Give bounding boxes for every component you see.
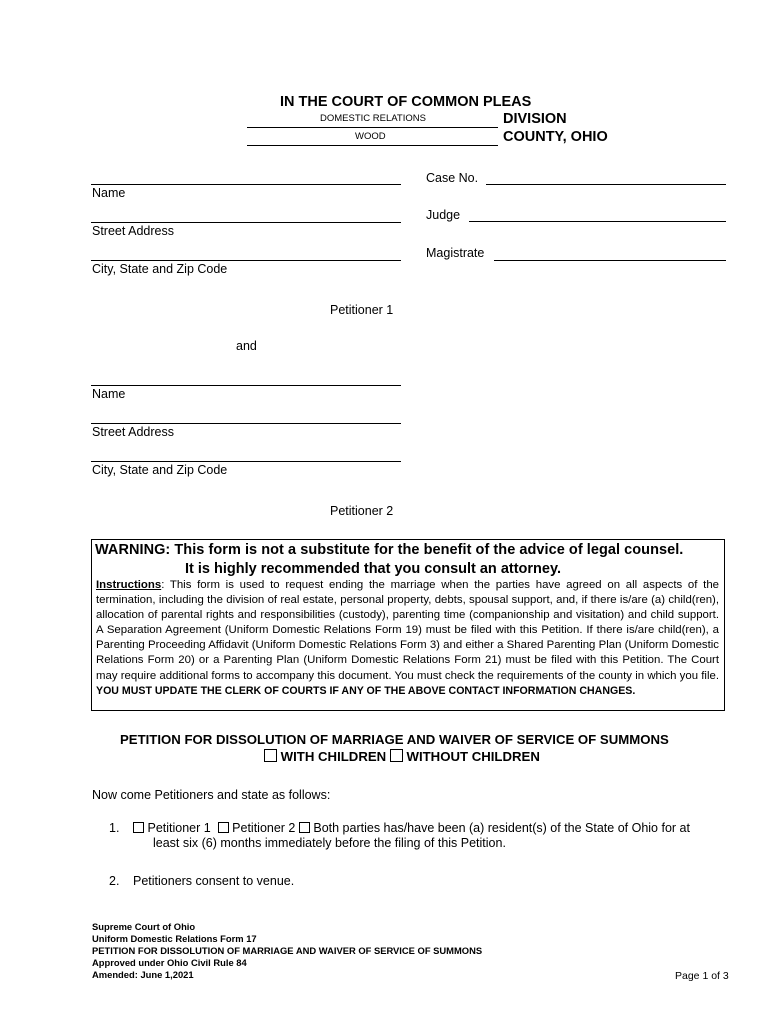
- county-underline: [247, 145, 498, 146]
- footer-line2: Uniform Domestic Relations Form 17: [92, 933, 257, 945]
- county-label: COUNTY, OHIO: [503, 129, 608, 145]
- petitioner1-resident-checkbox[interactable]: [133, 822, 144, 833]
- item2-number: 2.: [109, 874, 120, 888]
- item1-option3-label: Both parties has/have been (a) resident(s) of the State of Ohio for at: [313, 821, 690, 835]
- warning-box: [91, 539, 725, 711]
- without-children-label: WITHOUT CHILDREN: [406, 749, 540, 764]
- petitioner2-city-label: City, State and Zip Code: [92, 463, 228, 477]
- page-number: Page 1 of 3: [675, 970, 729, 982]
- item1-option2-label: Petitioner 2: [232, 821, 296, 835]
- petitioner2-street-field[interactable]: [91, 423, 401, 424]
- instructions-label: Instructions: [96, 579, 162, 591]
- instructions-body: : This form is used to request ending the marriage when the parties have agreed on all aspects of the termination, including the division of real estate, personal property, debts, spousal support, and, if there is/are (a) child(ren), allocation of parental rights and responsibilities (custody), parenting time (companionship and visitation) and child support. A Separation Agreement (Uniform Domestic Relations Form 19) must be filed with this Petition. If there is/are child(ren), a Parenting Proceeding Affidavit (Uniform Domestic Relations Form 3) and either a Shared Parenting Plan (Uniform Domestic Relations Form 20) or a Parenting Plan (Uniform Domestic Relations Form 21) must be filed with this Petition. The Court may require additional forms to accompany this document. You must check the requirements of the county in which you file.: [96, 579, 719, 682]
- petitioner1-name-label: Name: [92, 186, 126, 200]
- footer-line3: PETITION FOR DISSOLUTION OF MARRIAGE AND WAIVER OF SERVICE OF SUMMONS: [92, 945, 483, 957]
- item1-line2: least six (6) months immediately before the filing of this Petition.: [153, 836, 506, 850]
- footer-line4: Approved under Ohio Civil Rule 84: [92, 957, 247, 969]
- petition-title: PETITION FOR DISSOLUTION OF MARRIAGE AND WAIVER OF SERVICE OF SUMMONS: [120, 732, 669, 747]
- petitioner2-city-field[interactable]: [91, 461, 401, 462]
- petitioner2-name-field[interactable]: [91, 385, 401, 386]
- warning-title: WARNING: This form is not a substitute for the benefit of the advice of legal counsel.: [95, 542, 684, 558]
- warning-subtitle: It is highly recommended that you consult an attorney.: [185, 561, 561, 577]
- judge-label: Judge: [426, 208, 461, 222]
- item1-number: 1.: [109, 821, 120, 835]
- and-text: and: [236, 339, 257, 353]
- case-no-field[interactable]: [486, 184, 726, 185]
- petitioner1-street-label: Street Address: [92, 224, 174, 238]
- petitioner2-label: Petitioner 2: [330, 504, 394, 518]
- petitioner1-name-field[interactable]: [91, 184, 401, 185]
- without-children-checkbox[interactable]: [390, 749, 403, 762]
- judge-field[interactable]: [469, 221, 726, 222]
- with-children-label: WITH CHILDREN: [280, 749, 387, 764]
- item1-option1-label: Petitioner 1: [147, 821, 211, 835]
- petitioner1-city-label: City, State and Zip Code: [92, 262, 228, 276]
- instructions-text: [96, 578, 719, 699]
- case-no-label: Case No.: [426, 171, 479, 185]
- petitioner2-resident-checkbox[interactable]: [218, 822, 229, 833]
- item2-text: Petitioners consent to venue.: [133, 874, 295, 888]
- with-children-checkbox[interactable]: [264, 749, 277, 762]
- division-underline: [247, 127, 498, 128]
- county-value: WOOD: [355, 131, 386, 142]
- magistrate-field[interactable]: [494, 260, 726, 261]
- petitioner2-street-label: Street Address: [92, 425, 174, 439]
- both-parties-resident-checkbox[interactable]: [299, 822, 310, 833]
- footer: [92, 921, 482, 981]
- petitioner2-name-label: Name: [92, 387, 126, 401]
- petitioner1-city-field[interactable]: [91, 260, 401, 261]
- petitioner1-label: Petitioner 1: [330, 303, 394, 317]
- item1-options: [133, 821, 690, 835]
- petitioner1-street-field[interactable]: [91, 222, 401, 223]
- division-value: DOMESTIC RELATIONS: [320, 113, 426, 124]
- instructions-caps: YOU MUST UPDATE THE CLERK OF COURTS IF ANY OF THE ABOVE CONTACT INFORMATION CHANGES.: [96, 684, 636, 697]
- petition-intro: Now come Petitioners and state as follows:: [92, 788, 331, 802]
- footer-line5: Amended: June 1,2021: [92, 969, 194, 981]
- magistrate-label: Magistrate: [426, 246, 485, 260]
- division-label: DIVISION: [503, 111, 567, 127]
- children-options: [264, 749, 540, 764]
- court-title: IN THE COURT OF COMMON PLEAS: [280, 94, 532, 110]
- footer-line1: Supreme Court of Ohio: [92, 921, 196, 932]
